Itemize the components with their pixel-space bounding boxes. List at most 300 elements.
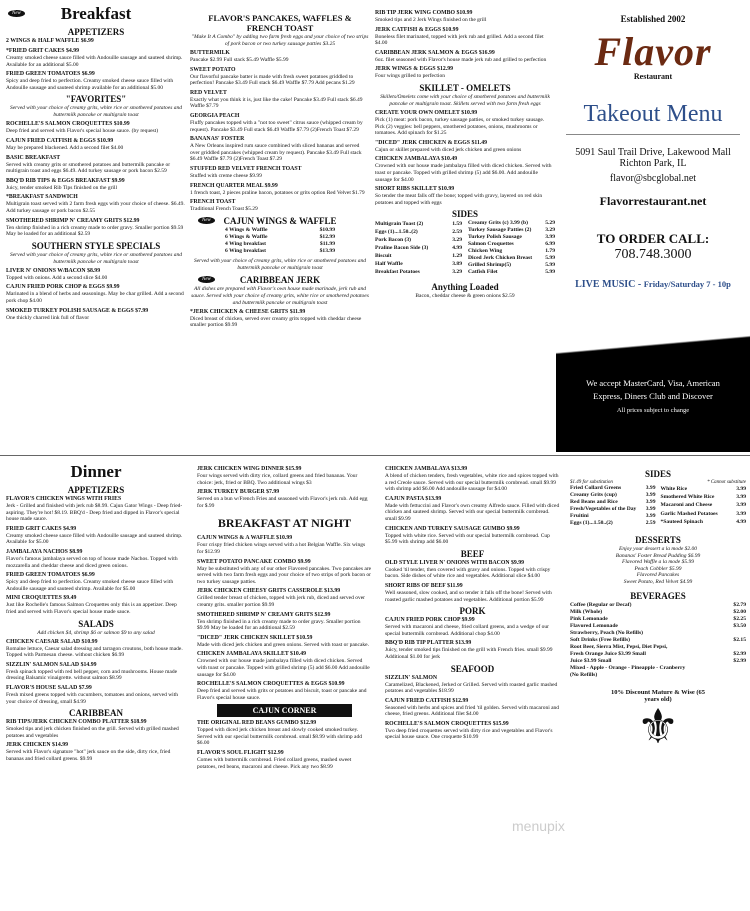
menu-item (190, 67, 370, 87)
row-price: $12.99 (319, 233, 335, 240)
price-row (375, 252, 462, 260)
live-music-times: Friday/Saturday 7 - 10p (643, 279, 731, 289)
row-label: Grilled Shrimp(5) (468, 262, 512, 269)
menu-item-description: A New Orleans inspired rum sauce combined with sliced bananas and served over griddled pancakes (whipped cream by request). Pancake $3.49 Full stack $6.49 Waffle $7.79 (2)French Toast $7.29 (190, 143, 362, 163)
row-price: 3.99 (645, 499, 656, 505)
row-label: Catfish Filet (468, 269, 498, 276)
menu-item-description: Fresh mixed greens topped with cucumbers, tomatoes and onions, served with your choice of dressing, small $4.99 (6, 691, 178, 705)
row-label: 6 Wings & Waffle (225, 233, 268, 240)
row-label: Garlic Mashed Potatoes (660, 510, 718, 517)
menu-item-title: OLD STYLE LIVER N' ONIONS WITH BACON $9.99 (385, 559, 525, 566)
dessert-line: Peach Cobbler $5.99 (634, 565, 682, 572)
price-row (661, 485, 747, 493)
menu-item-title: CAJUN FRIED CATFISH & EGGS $10.99 (6, 137, 114, 144)
menu-item (6, 268, 186, 282)
sides-table-left (375, 220, 462, 276)
row-label: Fruitini (570, 513, 589, 519)
row-price (729, 672, 746, 679)
price-row (225, 234, 335, 241)
dinner-title: Dinner (70, 462, 122, 481)
menu-item (385, 526, 560, 546)
menu-item-title: CAJUN WINGS & A WAFFLE $10.99 (197, 535, 293, 542)
menu-item-title: SMOKED TURKEY POLISH SAUSAGE & EGGS $7.99 (6, 307, 149, 314)
row-label: Pink Lemonade (570, 615, 608, 622)
menu-item (197, 489, 372, 509)
row-price (729, 644, 746, 651)
row-label: Turkey Polish Sausage (468, 234, 522, 241)
menu-item-description: Made with diced jerk chicken and green onions. Served with toast or pancake. (197, 641, 369, 648)
row-label: Half Waffle (375, 260, 403, 267)
menu-item-title: JAMBALAYA NACHOS $8.99 (6, 548, 83, 555)
menu-item-description: Topped with onions. Add a second slice $4.00 (6, 274, 108, 281)
menu-item-title: FRENCH QUARTER MEAL $9.99 (190, 182, 278, 189)
menu-item-title: THE ORIGINAL RED BEANS GUMBO $12.99 (197, 720, 317, 727)
price-row (570, 499, 656, 506)
menu-item-title: FLAVOR'S SOUL FLIGHT $12.99 (197, 750, 284, 757)
menu-item-title: BBQ'D RIB TIPS & EGGS BREAKFAST $9.99 (6, 177, 125, 184)
menu-item-description: Marinated in a blend of herbs and seasonings. May be char grilled. Add a second pork chop $4.00 (6, 291, 184, 304)
menu-item-description: Fluffy pancakes topped with a "not too sweet" citrus sauce (whipped cream by request). Pancake $3.49 Full stack $6.49 Waffle $7.79 (2)French Toast $7.29 (190, 119, 363, 133)
row-label: *Sauteed Spinach (660, 519, 703, 526)
menu-item-description: Boneless filet marinated, topped with jerk rub and grilled. Add a second filet $4.00 (375, 33, 544, 47)
row-label: Coffee (Regular or Decaf) (570, 601, 632, 608)
row-price: 3.99 (645, 485, 656, 491)
price-row (468, 241, 555, 248)
dinner-sides-heading: SIDES (644, 469, 671, 479)
row-label: White Rice (660, 485, 688, 492)
menu-item (385, 675, 560, 695)
new-badge: New (8, 10, 25, 17)
menu-item (375, 186, 555, 206)
price-row (570, 492, 656, 499)
row-price: $10.99 (319, 226, 335, 233)
row-price: 3.99 (736, 485, 746, 492)
menu-item-title: SHORT RIBS SKILLET $10.99 (375, 186, 455, 193)
price-row (468, 234, 555, 241)
menu-item-title: JERK CHICKEN CHEESY GRITS CASSEROLE $13.99 (197, 588, 341, 595)
menu-item-title: LIVER N' ONIONS W/BACON $8.99 (6, 267, 101, 274)
row-label: Mixed - Apple - Orange - Pineapple - Cranberry (570, 664, 686, 671)
menu-item-title: CAJUN FRIED PORK CHOP & EGGS $9.99 (6, 284, 120, 291)
dessert-line: Bananas' Foster Bread Pudding $6.99 (615, 552, 701, 559)
menu-item-title: BANANAS' FOSTER (190, 136, 245, 143)
dinner-sides-right (661, 485, 747, 527)
menu-item (385, 617, 560, 637)
menu-item (375, 50, 555, 64)
menu-item-description: Two deep fried croquettes served with dirty rice and vegetables and Flavor's special house sauce. One croquette $10.99 (385, 727, 553, 741)
menu-item-title: CREATE YOUR OWN OMELET $10.99 (375, 109, 478, 116)
row-price: 3.99 (736, 502, 746, 509)
menu-item-description: Spicy and deep fried to perfection. Creamy smoked cheese sauce filled with Andouille sausage and sauteed shrimp. Available for $5.00 (6, 579, 174, 592)
menu-item (190, 113, 370, 133)
fleur-de-lis-icon: ⚜ (636, 700, 680, 754)
menu-item (375, 66, 555, 80)
row-price: 3.29 (545, 227, 555, 234)
row-label: Creamy Grits (cup) (570, 492, 617, 498)
menu-item-title: GEORGIA PEACH (190, 112, 240, 119)
menu-item-title: CHICKEN JAMBALAYA $13.99 (385, 466, 468, 472)
menu-item-title: 2 WINGS & HALF WAFFLE $6.99 (6, 38, 94, 44)
caribbean-heading: CARIBBEAN (68, 708, 123, 719)
row-price: 1.29 (452, 252, 462, 259)
menu-item (197, 588, 372, 608)
menu-item-title: RIB TIP JERK WING COMBO $10.99 (375, 10, 473, 16)
menu-item-description: Crowned with our house made jambalaya filled with diced chicken. Served with toast or pancake. Topped with grilled shrimp (5) add $6.00. Add andouille sausage for $4.00 (375, 163, 552, 183)
menu-item (197, 466, 372, 486)
menu-item-title: ROCHELLE'S SALMON CROQUETTES $15.99 (385, 720, 509, 727)
menu-item-description: Jerk - Grilled and finished with jerk rub $8.99. Cajun Gator Wings - Deep fried-aspiring. They're hot! $8.19. BBQ'd - Deep fried and dipped in Flavor's special house made sauce. (6, 503, 183, 523)
menu-item-title: FLAVOR'S HOUSE SALAD $7.99 (6, 684, 92, 691)
southern-subtext: Served with your choice of creamy grits, white rice or smothered potatoes and buttermilk pancake or multigrain toast (9, 251, 183, 265)
menu-item-description: Fresh spinach topped with red bell pepper, corn and mushrooms. House made dressing Balsamic vinaigrette. without salmon $8.99 (6, 668, 178, 682)
menu-item-description: Four wings served with dirty rice, collard greens and fried bananas. Your choice: jerk, fried or BBQ. Two additional wings $3 (197, 473, 358, 486)
watermark: menupix (512, 818, 565, 834)
menu-item (197, 651, 372, 678)
price-row (570, 630, 746, 637)
salads-subtext: Add chicken $4, shrimp $6 or salmon $9 to any salad (37, 629, 155, 636)
menu-item (6, 38, 186, 45)
night-column (197, 466, 372, 908)
row-label: Eggs (1)...1.50..(2) (375, 228, 418, 235)
menu-item-description: Four wings grilled to perfection (375, 73, 445, 80)
skillet-subtext: Skillets/Omelets come with your choice of smothered potatoes and buttermilk pancake or multigrain toast. Skillets served with two farm fresh eggs (380, 93, 550, 107)
menu-item-title: SIZZLIN' SALMON SALAD $14.99 (6, 661, 97, 668)
row-label: Salmon Croquettes (468, 241, 514, 248)
row-price: 1.79 (545, 248, 555, 255)
menu-item-title: SIZZLIN' SALMON (385, 674, 438, 681)
menu-item (375, 110, 555, 137)
menu-item (190, 166, 370, 180)
price-row (225, 248, 335, 255)
menu-item (190, 183, 370, 197)
menu-item-description: Romaine lettuce, Caesar salad dressing and tarragon croutons, both house made. Topped with Parmesan cheese. without chicken $6.99 (6, 645, 183, 659)
new-badge: New (198, 217, 215, 224)
beverages-heading: BEVERAGES (630, 590, 686, 601)
menu-item (190, 309, 370, 329)
sides-note: $1.49 for substitution (570, 480, 613, 485)
menu-item (190, 50, 370, 64)
menu-item-description: 6oz. filet seasoned with Flavor's house made jerk rub and grilled to perfection (375, 56, 547, 63)
menu-item (6, 218, 186, 238)
row-label: Fresh Orange Juice $3.99 Small (570, 650, 646, 657)
menu-item-description: Smoked tips and jerk chicken finished on the grill. Served with grilled mashed potatoes and vegetables (6, 726, 179, 739)
menu-item-title: "DICED" JERK CHICKEN & EGGS $11.49 (375, 139, 488, 146)
address-line1: 5091 Saul Trail Drive, Lakewood Mall (575, 147, 731, 158)
payment-text: We accept MasterCard, Visa, American Express, Diners Club and Discover (586, 378, 720, 401)
menu-item (6, 155, 186, 175)
menu-item-title: FRIED GRIT CAKES $4.99 (6, 525, 77, 532)
row-price: 6.99 (545, 241, 555, 248)
live-music-label: LIVE MUSIC - (575, 279, 642, 290)
menu-item (6, 284, 186, 304)
menu-item-title: CHICKEN JAMBALAYA $10.49 (375, 156, 458, 163)
price-row (570, 602, 746, 609)
menu-item-description: Deep fried and served with Flavor's special house sauce. (by request) (6, 128, 159, 135)
menu-item (197, 681, 372, 701)
menu-item (6, 194, 186, 214)
price-row (225, 241, 335, 248)
menu-item-description: Topped with diced jerk chicken breast and slowly cooked smoked turkey. Served with our special buttermilk cornbread. small $8.99 with shrimp add $6.00 (197, 727, 362, 747)
menu-item-description: Creamy smoked cheese sauce filled with Andouille sausage and sauteed shrimp. Available for an additional $5.00 (6, 55, 183, 68)
menu-item-description: Stuffed with creme cheese $9.99 (190, 172, 262, 179)
menu-item-description: Made with fettuccini and Flavor's own creamy Alfredo sauce. Filled with diced chicken and sauteed shrimp. Served with our special buttermilk cornbread. small $9.99 (385, 502, 560, 522)
menu-item-title: ROCHELLE'S SALMON CROQUETTES & EGGS $10.99 (197, 681, 345, 688)
row-label: Biscuit (375, 252, 392, 259)
menu-item-title: "DICED" JERK CHICKEN SKILLET $10.59 (197, 634, 313, 641)
price-row (468, 269, 555, 276)
sides-heading: SIDES (451, 209, 478, 220)
menu-item-description: Creamy smoked cheese sauce filled with Andouille sausage and sauteed shrimp. Available for $5.00 (6, 532, 183, 546)
desserts-heading: DESSERTS (635, 535, 681, 545)
menu-item (6, 71, 186, 91)
discount-text: 10% Discount Mature & Wise (65 years old) (610, 688, 706, 703)
menu-item (197, 750, 372, 770)
menu-item-description: Deep fried and served with grits or potatoes and biscuit, toast or pancake and Flavor's special house sauce. (197, 688, 367, 701)
row-price: $2.79 (733, 601, 746, 608)
appetizers-heading: APPETIZERS (67, 27, 125, 37)
row-price: 3.99 (645, 492, 656, 498)
row-label: Diced Jerk Chicken Breast (468, 255, 533, 262)
row-label: Creamy Grits (c) 3.99 (b) (468, 220, 529, 227)
menu-item-description: Comes with buttermilk cornbread. Fried collard greens, mashed sweet potatoes, red beans, macaroni and cheese. Pick any two $8.99 (197, 757, 352, 770)
menu-item-title: JERK CHICKEN $14.99 (6, 742, 68, 749)
menu-item-title: JERK TURKEY BURGER $7.99 (197, 489, 280, 496)
row-label: Breakfast Potatoes (375, 268, 420, 275)
sides-note-2: * Cannot substitute (707, 480, 746, 485)
menu-item-description: 1 french toast, 2 pieces praline bacon, potatoes or grits option Red Velvet $1.79 (190, 189, 365, 196)
menu-item-description: Four crispy fried chicken wings served with a hot Belgian Waffle. Six wings for $12.99 (197, 542, 366, 555)
menu-item-description: Exactly what you think it is, just like the cake! Pancake $3.49 Full stack $6.49 Waffle $7.79 (190, 96, 363, 110)
menu-item-title: FRIED GREEN TOMATOES $6.99 (6, 71, 95, 78)
row-price: $2.99 (733, 650, 746, 657)
row-price: 5.99 (545, 269, 555, 276)
menu-item-description: Cajun or skillet prepared with diced jerk chicken and green onions (375, 146, 522, 153)
price-row (468, 248, 555, 255)
menu-item-description: Multigrain toast served with 2 farm fresh eggs with your choice of cheese. $6.49. Add turkey sausage or pork bacon $2.55 (6, 201, 185, 214)
address-line2: Richton Park, IL (619, 158, 687, 169)
menu-item-description: Ten shrimp finished in a rich creamy made to order gravy. Smaller portion $9.59 May be loaded for an additional $2.59 (6, 224, 184, 238)
menu-item (385, 496, 560, 523)
menu-item-title: BUTTERMILK (190, 50, 230, 56)
menu-item (385, 466, 560, 493)
menu-item (6, 549, 186, 569)
row-price: 3.99 (736, 510, 746, 517)
menu-item (6, 719, 186, 739)
row-price: 5.29 (545, 220, 555, 227)
price-row (225, 227, 335, 234)
price-row (375, 220, 462, 228)
section-divider (0, 455, 750, 456)
menu-item (375, 27, 555, 47)
email-text: flavor@sbcglobal.net (609, 173, 697, 184)
menu-item (385, 698, 560, 718)
price-row (570, 513, 656, 520)
caribbean-subtext: All dishes are prepared with Flavor's own house made marinade, jerk rub and sauce. Served with your choice of creamy grits, white rice or smothered potatoes and buttermilk pancake or multigrain toast (191, 285, 369, 306)
row-label: 4 Wings & Waffle (225, 226, 268, 233)
price-row (570, 672, 746, 679)
menu-item (6, 526, 186, 546)
menu-item (197, 535, 372, 555)
southern-heading: SOUTHERN STYLE SPECIALS (31, 240, 161, 251)
row-price: 1.59 (452, 220, 462, 227)
row-price: 2.59 (452, 228, 462, 235)
price-row (375, 236, 462, 244)
row-label: Juice $3.99 Small (570, 657, 612, 664)
beverages-table (570, 602, 746, 679)
menu-item-description: May be substituted with any of our other Flavored pancakes. Two pancakes are served with two farm fresh eggs and your choice of two strips of pork bacon or two turkey sausage patties. (197, 565, 372, 585)
skillet-heading: SKILLET - OMELETS (419, 82, 511, 93)
row-label: Soft Drinks (Free Refills) (570, 636, 631, 643)
menu-item (6, 138, 186, 152)
dessert-line: Enjoy your dessert a la mode $2.00 (618, 546, 698, 552)
row-price: 3.99 (545, 234, 555, 241)
menu-item-description: Pick (1) meat: pork bacon, turkey sausage patties, or smoked turkey sausage. Pick (2) veggies: bell peppers, smothered potatoes, onions, mushrooms or tomatoes. Add spinach for $1.25 (375, 116, 545, 137)
row-price: 3.89 (452, 260, 462, 267)
menu-item (190, 90, 370, 110)
menu-item (375, 156, 555, 183)
row-price: 5.99 (545, 262, 555, 269)
favorites-subtext: Served with your choice of creamy grits, white rice or smothered potatoes and buttermilk pancake or multigrain toast (9, 105, 183, 119)
menu-item-title: MINI CROQUETTES $9.49 (6, 595, 77, 602)
price-row (375, 260, 462, 268)
row-price: $2.15 (733, 636, 746, 643)
row-price (729, 665, 746, 672)
menu-item-description: So tender the meat falls off the bone; topped with gravy, layered on red skin potatoes and topped with eggs (375, 193, 543, 206)
pancakes-heading: FLAVOR'S PANCAKES, WAFFLES & FRENCH TOAST (208, 13, 352, 33)
new-badge: New (198, 276, 215, 283)
order-heading: TO ORDER CALL: (596, 231, 710, 246)
row-price: $13.99 (319, 247, 335, 254)
row-price: $2.99 (733, 657, 746, 664)
row-price: 3.99 (736, 494, 746, 501)
menu-item (190, 136, 370, 163)
row-label: 4 Wing breakfast (225, 240, 267, 247)
phone-number[interactable]: 708.748.3000 (614, 247, 692, 262)
row-label: Root Beer, Sierra Mist, Pepsi, Diet Pepsi, (570, 643, 668, 650)
menu-item-description: Traditional French Toast $5.29 (190, 206, 258, 213)
row-label: Fried Collard Greens (570, 485, 622, 491)
menu-item-description: Flavor's famous jambalaya served on top of house made Nachos. Topped with mozzarella and cheddar cheese and diced green onions. (6, 555, 178, 569)
menu-item (197, 559, 372, 586)
row-price: 3.99 (645, 513, 656, 519)
menu-item (190, 199, 370, 213)
menu-item-description: Ten shrimp finished in a rich creamy made to order gravy. Smaller portion $9.99 May be loaded for an additional $2.59 (197, 618, 361, 632)
row-price (729, 630, 746, 637)
dessert-line: Sweet Potato, Red Velvet $4.99 (623, 578, 693, 585)
row-label: Pork Bacon (3) (375, 236, 412, 243)
payment-box (556, 355, 750, 452)
menu-item-description: Served with Flavor's signature "hot" jerk sauce on the side, dirty rice, fried bananas and fried collard greens. $9.99 (6, 749, 171, 762)
menu-item-description: Well seasoned, slow cooked, and so tender it falls off the bone! Served with roasted garlic mashed potatoes and vegetables. Additional portion $5.99 (385, 589, 552, 603)
price-row (570, 623, 746, 630)
dinner-appetizers-heading: APPETIZERS (67, 485, 125, 495)
menu-item-title: RED VELVET (190, 89, 227, 96)
price-row (570, 616, 746, 623)
menu-item-description: Served with creamy grits or smothered potatoes and buttermilk pancake or multigrain toast and eggs $6.49. Add turkey sausage or pork bacon $2.59 (6, 161, 171, 175)
menu-item-description: Diced breast of chicken, served over creamy grits topped with cheddar cheese smaller portion $9.99 (190, 315, 362, 329)
menu-item (6, 572, 186, 592)
row-label: Milk (Whole) (570, 608, 603, 615)
price-row (570, 609, 746, 616)
price-row (570, 651, 746, 658)
menu-item (385, 560, 560, 580)
menu-item (385, 640, 560, 660)
breakfast-column (6, 4, 186, 452)
entrees-column (385, 466, 560, 908)
skillet-column (375, 10, 555, 452)
flavor-logo: Flavor (594, 29, 712, 74)
cajun-wings-heading: CAJUN WINGS & WAFFLE (223, 215, 337, 226)
menu-item (6, 662, 186, 682)
menu-item-title: CAJUN PASTA $13.99 (385, 495, 442, 502)
caribbean-jerk-heading: CARIBBEAN JERK (239, 274, 321, 285)
menu-item-title: CHICKEN JAMBALAYA SKILLET $10.49 (197, 651, 306, 658)
row-label: Red Beans and Rice (570, 499, 618, 505)
menu-item-title: JERK CATFISH & EGGS $10.99 (375, 26, 459, 33)
menu-item-title: ROCHELLE'S SALMON CROQUETTES $10.99 (6, 121, 130, 128)
menu-item-description: May be prepared blackened. Add a second filet $4.00 (6, 144, 124, 151)
row-label: Eggs (1)...1.50..(2) (570, 520, 613, 526)
menu-item-description: Pancake $2.99 Full stack $5.49 Waffle $5.99 (190, 57, 289, 63)
menu-item (6, 121, 186, 135)
price-row (570, 506, 656, 513)
dinner-column (6, 462, 186, 908)
menu-item-description: Served with macaroni and cheese, fried collard greens, and a wedge of our special buttermilk cornbread. Additional chop $4.00 (385, 624, 550, 637)
row-label: 6 Wing breakfast (225, 247, 267, 254)
sides-table-right (468, 220, 555, 276)
menu-item-title: CHICKEN AND TURKEY SAUSAGE GUMBO $9.99 (385, 525, 520, 532)
menu-item (385, 583, 560, 603)
menu-item (6, 639, 186, 659)
restaurant-label: Restaurant (633, 72, 673, 81)
price-row (375, 244, 462, 252)
row-label: Macaroni and Cheese (660, 502, 713, 509)
price-row (570, 665, 746, 672)
menu-item-title: SWEET POTATO (190, 66, 236, 73)
menu-item-description: Just like Rochelle's famous Salmon Croquettes only this is an appetizer. Deep fried and served with Flavor's special house made sauce. (6, 602, 177, 615)
price-row (570, 637, 746, 644)
wings-table (225, 227, 335, 255)
wings-subtext: Served with your choice of creamy grits, white rice or smothered potatoes and buttermilk pancake or multigrain toast (193, 257, 367, 271)
menu-item (375, 10, 555, 24)
menu-item (6, 178, 186, 192)
menu-item-title: *BREAKFAST SANDWICH (6, 194, 78, 201)
menu-item-title: FLAVOR'S CHICKEN WINGS WITH FRIES (6, 496, 122, 502)
row-label: Multigrain Toast (2) (375, 220, 424, 227)
menu-item-title: JERK WINGS & EGGS $12.99 (375, 66, 454, 73)
menu-item-description: Spicy and deep fried to perfection. Creamy smoked cheese sauce filled with Andouille sausage and sauteed shrimp available for an additional $5.00 (6, 78, 174, 91)
menu-item (385, 721, 560, 741)
row-label: Flavored Lemonade (570, 622, 618, 629)
menu-item-description: Juicy, tender smoked tips finished on the grill with French fries. small $9.99 Additional $1.00 for jerk (385, 647, 553, 660)
menu-item-title: *JERK CHICKEN & CHEESE GRITS $11.99 (190, 308, 306, 315)
menu-item-title: CAJUN FRIED CATFISH $12.99 (385, 697, 469, 704)
menu-item-description: Smoked tips and 2 Jerk Wings finished on the grill (375, 17, 487, 23)
takeout-title: Takeout Menu (583, 101, 723, 127)
anything-loaded-heading: Anything Loaded (431, 282, 499, 293)
row-label: Turkey Sausage Patties (2) (468, 227, 532, 234)
pork-heading: PORK (459, 606, 486, 617)
pancakes-column (190, 10, 370, 452)
website-text: Flavorrestaurant.net (599, 194, 707, 208)
menu-item-description: Served on a bun w/French Fries and seasoned with Flavor's jerk rub. Add egg for $.99 (197, 496, 368, 509)
menu-item-title: CARIBBEAN JERK SALMON & EGGS $16.99 (375, 49, 495, 56)
row-price: 2.59 (645, 520, 656, 526)
menu-item (197, 720, 372, 747)
info-panel (556, 0, 750, 452)
menu-item (375, 140, 555, 154)
row-price: $11.99 (319, 240, 335, 247)
